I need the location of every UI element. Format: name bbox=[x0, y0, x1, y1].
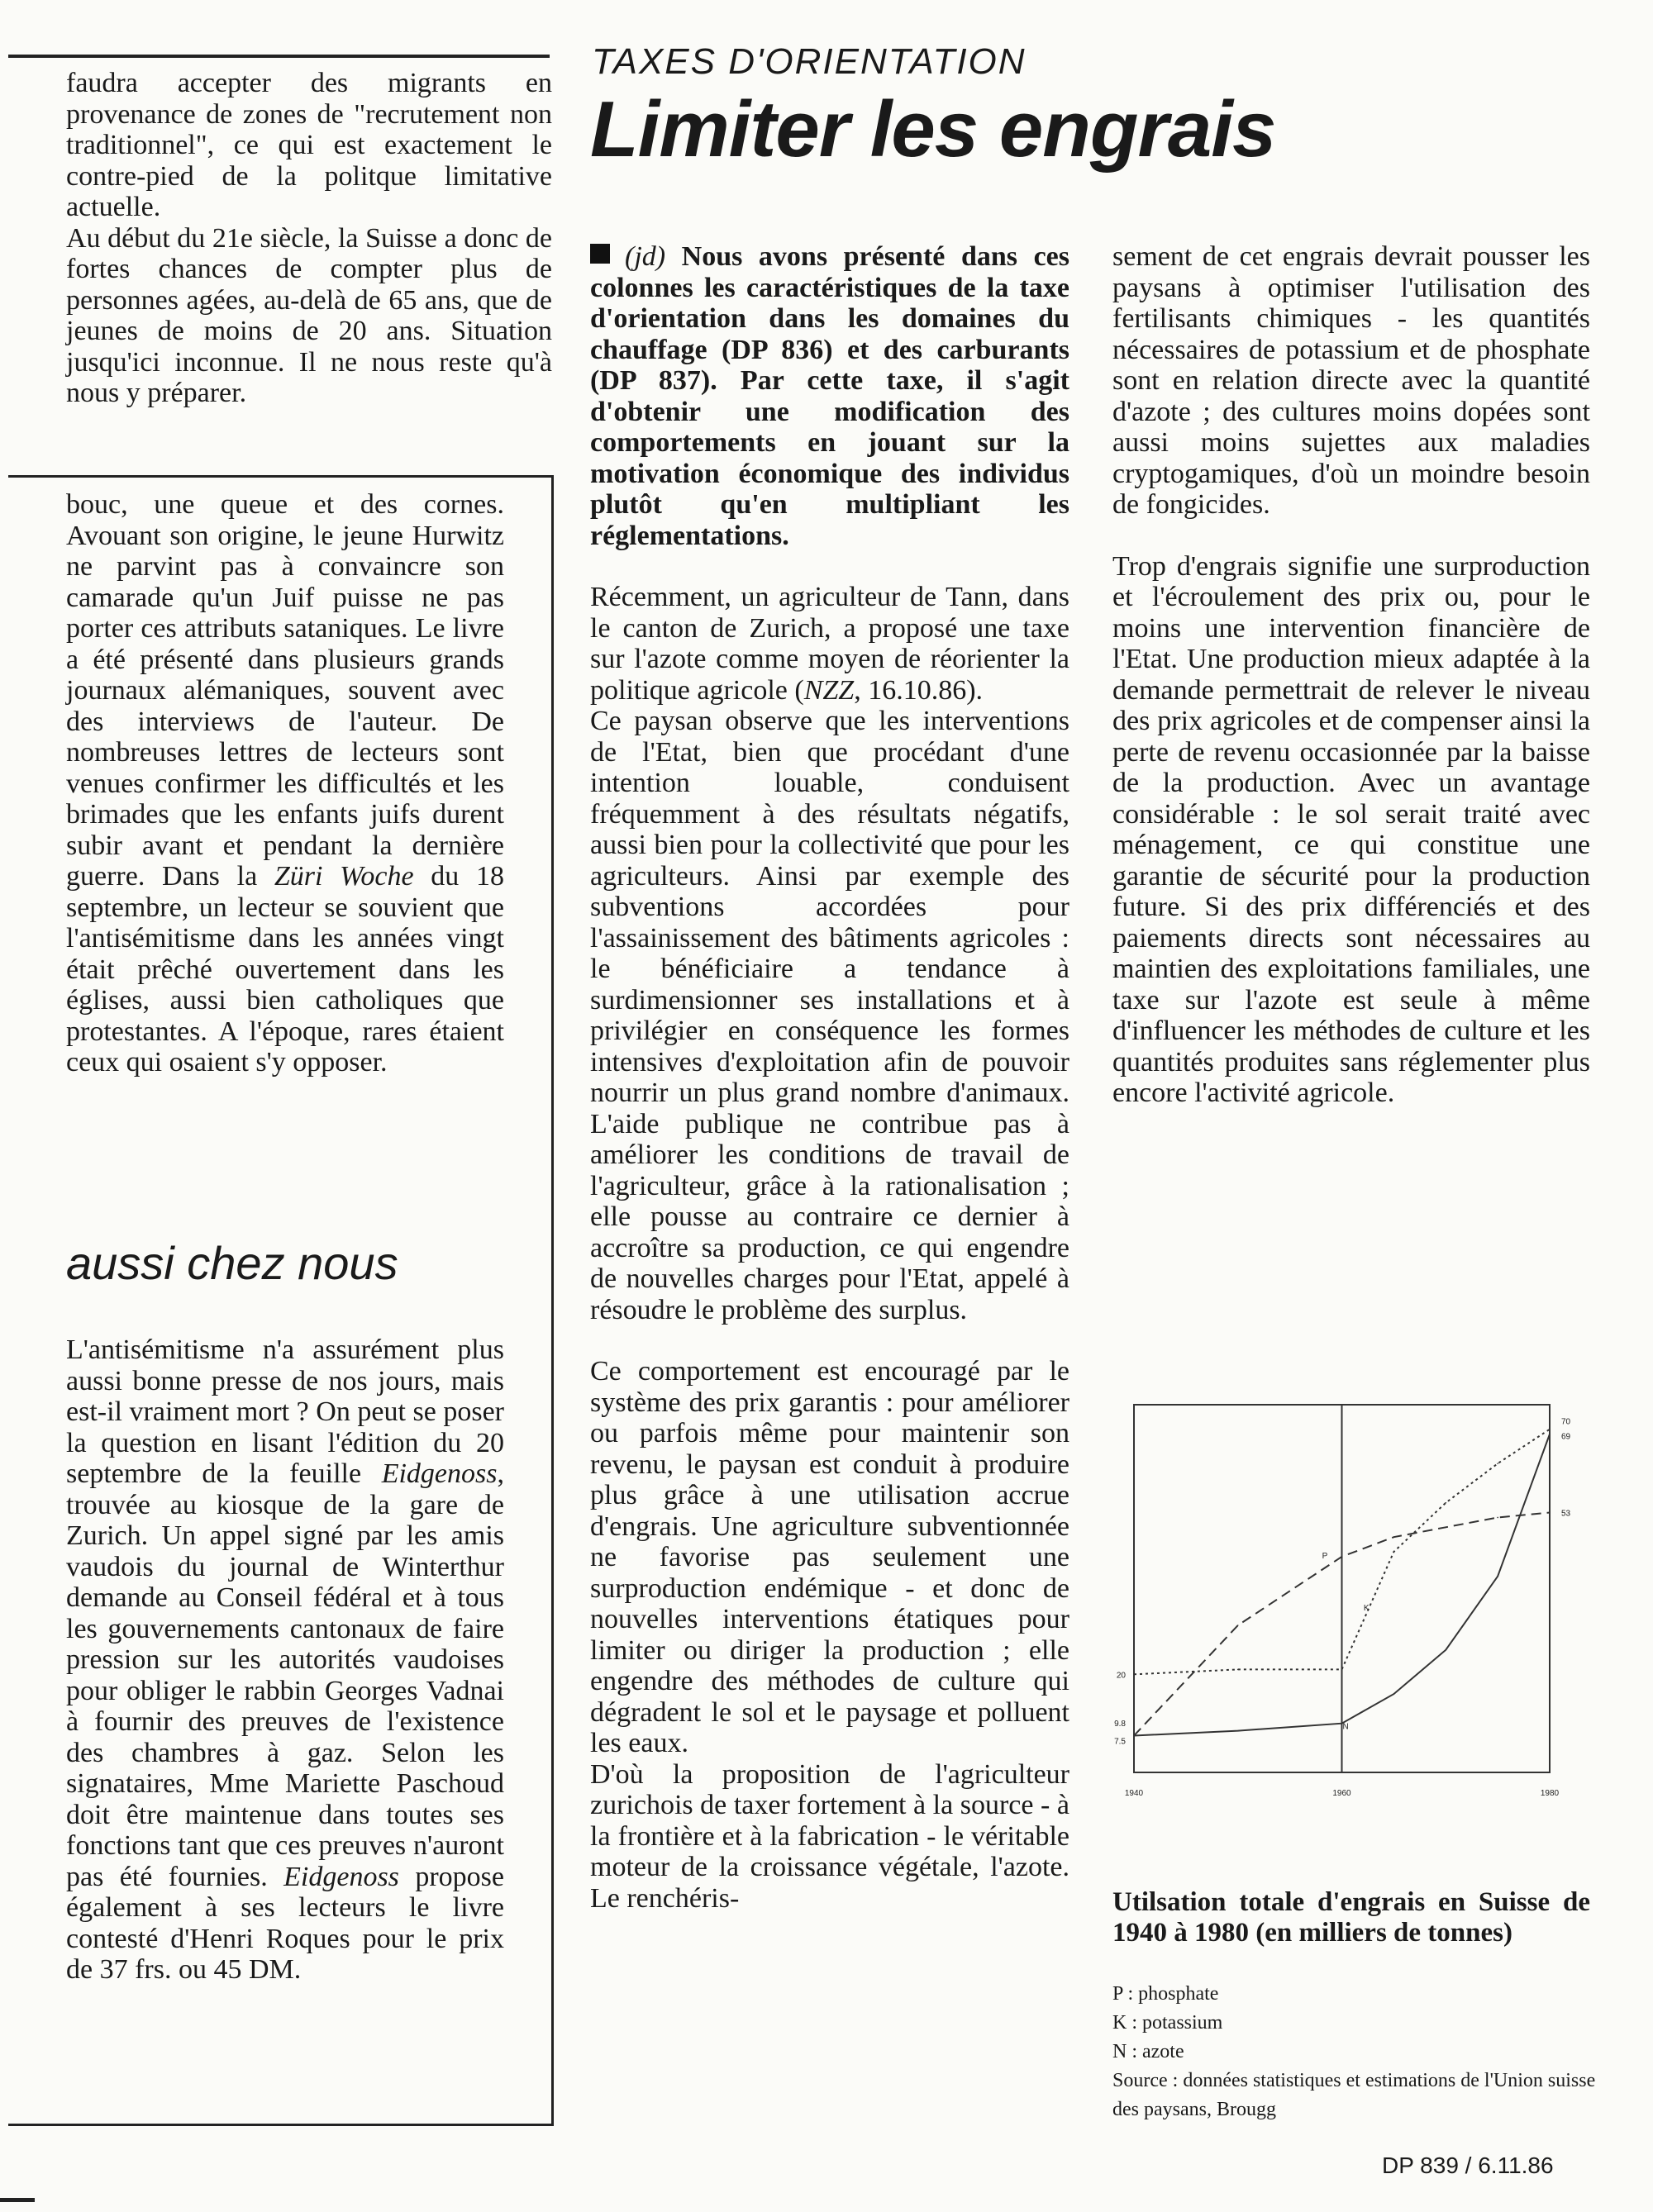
article-column-2 bbox=[590, 241, 1069, 1914]
start-value-label: 9.8 bbox=[1114, 1719, 1126, 1729]
left-top-paragraph-2: Au début du 21e siècle, la Suisse a donc de fortes chances de compter plus de personnes agées, au-delà de 65 ans, que de jeunes de moins de 20 ans. Situation jusqu'ici inconnue. Il ne nous reste qu'à nous y préparer. bbox=[66, 222, 552, 408]
article-headline: Limiter les engrais bbox=[590, 85, 1276, 174]
left-box-paragraph-2 bbox=[66, 1334, 504, 1986]
text-run: Nous avons présenté dans ces colonnes les caractéristiques de la taxe d'orientation dans les domaines du chauffage (DP 836) et des carburants (DP 837). Par cette taxe, il s'agit d'obtenir une modification des comportements en jouant sur la motivation économique des individus plutôt qu'en multipliant les réglementations. bbox=[590, 241, 1069, 551]
data-point-P bbox=[1549, 1512, 1551, 1514]
data-point-P bbox=[1497, 1517, 1498, 1519]
text-run: L'antisémitisme n'a assurément plus aussi bonne presse de nos jours, mais est-il vraiment mort ? On peut se poser la question en lisant l'édition du 20 septembre de la feuille bbox=[66, 1334, 504, 1489]
article-paragraph-2: Ce paysan observe que les interventions de l'Etat, bien que procédant d'une intention louable, conduisent fréquemment à des résultats négatifs, aussi bien pour la collectivité que pour les agriculteurs. Ainsi par exemple des subventions accordées pour l'assainissement des bâtiments agricoles : le bénéficiaire a tendance à surdimensionner ses installations et à privilégier en conséquence les formes intensives d'exploitation afin de pouvoir nourrir un plus grand nombre d'animaux. L'aide publique ne contribue pas à améliorer les conditions de travail de l'agriculteur, grâce à la rationalisation ; elle pousse au contraire ce dernier à accroître sa production, ce qui engendre de nouvelles charges pour l'Etat, appelé à résoudre le problème des surplus. bbox=[590, 706, 1069, 1325]
left-top-text bbox=[66, 68, 552, 409]
chart-legend bbox=[1112, 1980, 1608, 2124]
publication-name: NZZ bbox=[803, 674, 855, 706]
text-run: Récemment, un agriculteur de Tann, dans le canton de Zurich, a proposé une taxe sur l'azote comme moyen de réorienter la politique agricole ( bbox=[590, 582, 1069, 706]
series-label-P: P bbox=[1322, 1552, 1328, 1562]
article-paragraph-3: Ce comportement est encouragé par le système des prix garantis : pour améliorer ou parfois même pour maintenir son revenu, le paysan est conduit à produire plus grâce à une utilisation accrue d'engrais. Une agriculture subventionnée ne favorise pas seulement une surproduction endémique - et donc de nouvelles interventions étatiques pour limiter ou diriger la production ; elle engendre des méthodes de culture qui dégradent le sol et le paysage et polluent les eaux. bbox=[590, 1356, 1069, 1758]
x-tick-label: 1940 bbox=[1124, 1789, 1144, 1798]
data-point-N bbox=[1497, 1576, 1498, 1577]
text-run: du 18 septembre, un lecteur se souvient que l'antisémitisme dans les années vingt était prêché ouvertement dans les églises, aussi bien catholiques que protestantes. A l'époque, rares étaient ceux qui osaient s'y opposer. bbox=[66, 861, 504, 1077]
article-paragraph-5: sement de cet engrais devrait pousser les paysans à optimiser l'utilisation des fertilisants chimiques - les quantités nécessaires de potassium et de phosphate sont en relation directe avec la quantité d'azote ; des cultures moins dopées sont aussi moins sujettes aux maladies cryptogamiques, d'où un moindre besoin de fongicides. bbox=[1112, 241, 1590, 520]
text-run: , 16.10.86). bbox=[854, 674, 984, 706]
text-run: propose également à ses lecteurs le livre contesté d'Henri Roques pour le prix de 37 frs. ou 45 DM. bbox=[66, 1861, 504, 1985]
publication-name: Eidgenoss bbox=[381, 1458, 498, 1489]
left-box-text bbox=[66, 489, 504, 1078]
chart-frame bbox=[1134, 1405, 1550, 1772]
data-point-P bbox=[1341, 1556, 1343, 1558]
corner-mark bbox=[0, 2198, 35, 2202]
data-point-N bbox=[1237, 1730, 1239, 1732]
data-point-K bbox=[1133, 1674, 1135, 1676]
issue-footer: DP 839 / 6.11.86 bbox=[1382, 2153, 1554, 2178]
end-value-label: 69 bbox=[1561, 1432, 1571, 1442]
text-run: bouc, une queue et des cornes. Avouant son origine, le jeune Hurwitz ne parvint pas à convaincre son camarade qu'un Juif puisse ne pas porter ces attributs sataniques. Le livre a été présenté dans plusieurs grands journaux alémaniques, souvent avec des interviews de l'auteur. De nombreuses lettres de lecteurs sont venues confirmer les difficultés et les brimades que les enfants juifs durent subir avant et pendant la dernière guerre. Dans la bbox=[66, 489, 504, 892]
article-lead bbox=[590, 241, 1069, 551]
data-point-N bbox=[1445, 1649, 1446, 1651]
x-tick-label: 1960 bbox=[1332, 1789, 1351, 1798]
data-point-P bbox=[1237, 1625, 1239, 1626]
data-point-K bbox=[1237, 1669, 1239, 1671]
start-value-label: 20 bbox=[1116, 1671, 1126, 1681]
start-value-label: 7.5 bbox=[1114, 1737, 1126, 1747]
left-box-paragraph-1 bbox=[66, 489, 504, 1078]
chart-source: Source : données statistiques et estimations de l'Union suisse des paysans, Brougg bbox=[1112, 2070, 1596, 2120]
data-point-P bbox=[1393, 1536, 1395, 1538]
publication-name: Züri Woche bbox=[274, 861, 414, 892]
square-bullet-icon bbox=[590, 244, 610, 264]
end-value-label: 53 bbox=[1561, 1509, 1571, 1519]
series-label-N: N bbox=[1342, 1722, 1349, 1732]
fertilizer-chart bbox=[1099, 1396, 1612, 1826]
article-kicker: TAXES D'ORIENTATION bbox=[592, 41, 1027, 82]
article-paragraph-1 bbox=[590, 582, 1069, 706]
left-top-paragraph-1: faudra accepter des migrants en provenance de zones de "recrutement non traditionnel", ce qui est exactement le contre-pied de la politque limitative actuelle. bbox=[66, 68, 552, 222]
subheading: aussi chez nous bbox=[66, 1237, 398, 1289]
data-point-K bbox=[1393, 1551, 1395, 1553]
publication-name: Eidgenoss bbox=[283, 1861, 399, 1892]
x-tick-label: 1980 bbox=[1540, 1789, 1560, 1798]
article-paragraph-6: Trop d'engrais signifie une surproduction et l'écroulement des prix ou, pour le moins une intervention financière de l'Etat. Une production mieux adaptée à la demande permettrait de relever le niveau des prix agricoles et de compenser ainsi la perte de revenu occasionnée par la baisse de la production. Avec un avantage considérable : le sol serait traité avec ménagement, ce qui constitue une garantie de sécurité pour la production future. Si des prix différenciés et des paiements directs sont nécessaires au maintien des exploitations familiales, une taxe sur l'azote est seule à même d'influencer les méthodes de culture et les quantités produites sans réglementer plus encore l'activité agricole. bbox=[1112, 550, 1590, 1108]
data-point-K bbox=[1341, 1669, 1343, 1671]
data-point-K bbox=[1497, 1463, 1498, 1464]
series-label-K: K bbox=[1363, 1603, 1370, 1613]
author-initials: (jd) bbox=[625, 241, 666, 272]
data-point-N bbox=[1133, 1735, 1135, 1737]
data-point-K bbox=[1445, 1502, 1446, 1504]
end-value-label: 70 bbox=[1561, 1417, 1571, 1427]
chart-title: Utilsation totale d'engrais en Suisse de 1940 à 1980 (en milliers de tonnes) bbox=[1112, 1887, 1590, 1948]
text-run: , trouvée au kiosque de la gare de Zurich. Un appel signé par les amis vaudois du journal de Winterthur demande au Conseil fédéral et à tous les gouvernements cantonaux de faire pression sur les autorités vaudoises pour obliger le rabbin Georges Vadnai à fournir des preuves de l'existence des chambres à gaz. Selon les signataires, Mme Mariette Paschoud doit être maintenue dans toutes ses fonctions tant que ces preuves n'auront pas été fournies. bbox=[66, 1458, 504, 1892]
legend-item-azote: N : azote bbox=[1112, 2041, 1184, 2062]
data-point-N bbox=[1549, 1434, 1551, 1435]
legend-item-phosphate: P : phosphate bbox=[1112, 1983, 1219, 2005]
article-column-3 bbox=[1112, 241, 1590, 1109]
legend-item-potassium: K : potassium bbox=[1112, 2012, 1223, 2034]
left-box-text-2 bbox=[66, 1334, 504, 1986]
data-point-N bbox=[1393, 1693, 1395, 1695]
article-paragraph-4: D'où la proposition de l'agriculteur zurichois de taxer fortement à la source - à la frontière et à la fabrication - le véritable moteur de la croissance végétale, l'azote. Le renchéris- bbox=[590, 1758, 1069, 1914]
left-top-rule bbox=[8, 55, 550, 58]
data-point-P bbox=[1445, 1527, 1446, 1529]
data-point-K bbox=[1549, 1429, 1551, 1430]
